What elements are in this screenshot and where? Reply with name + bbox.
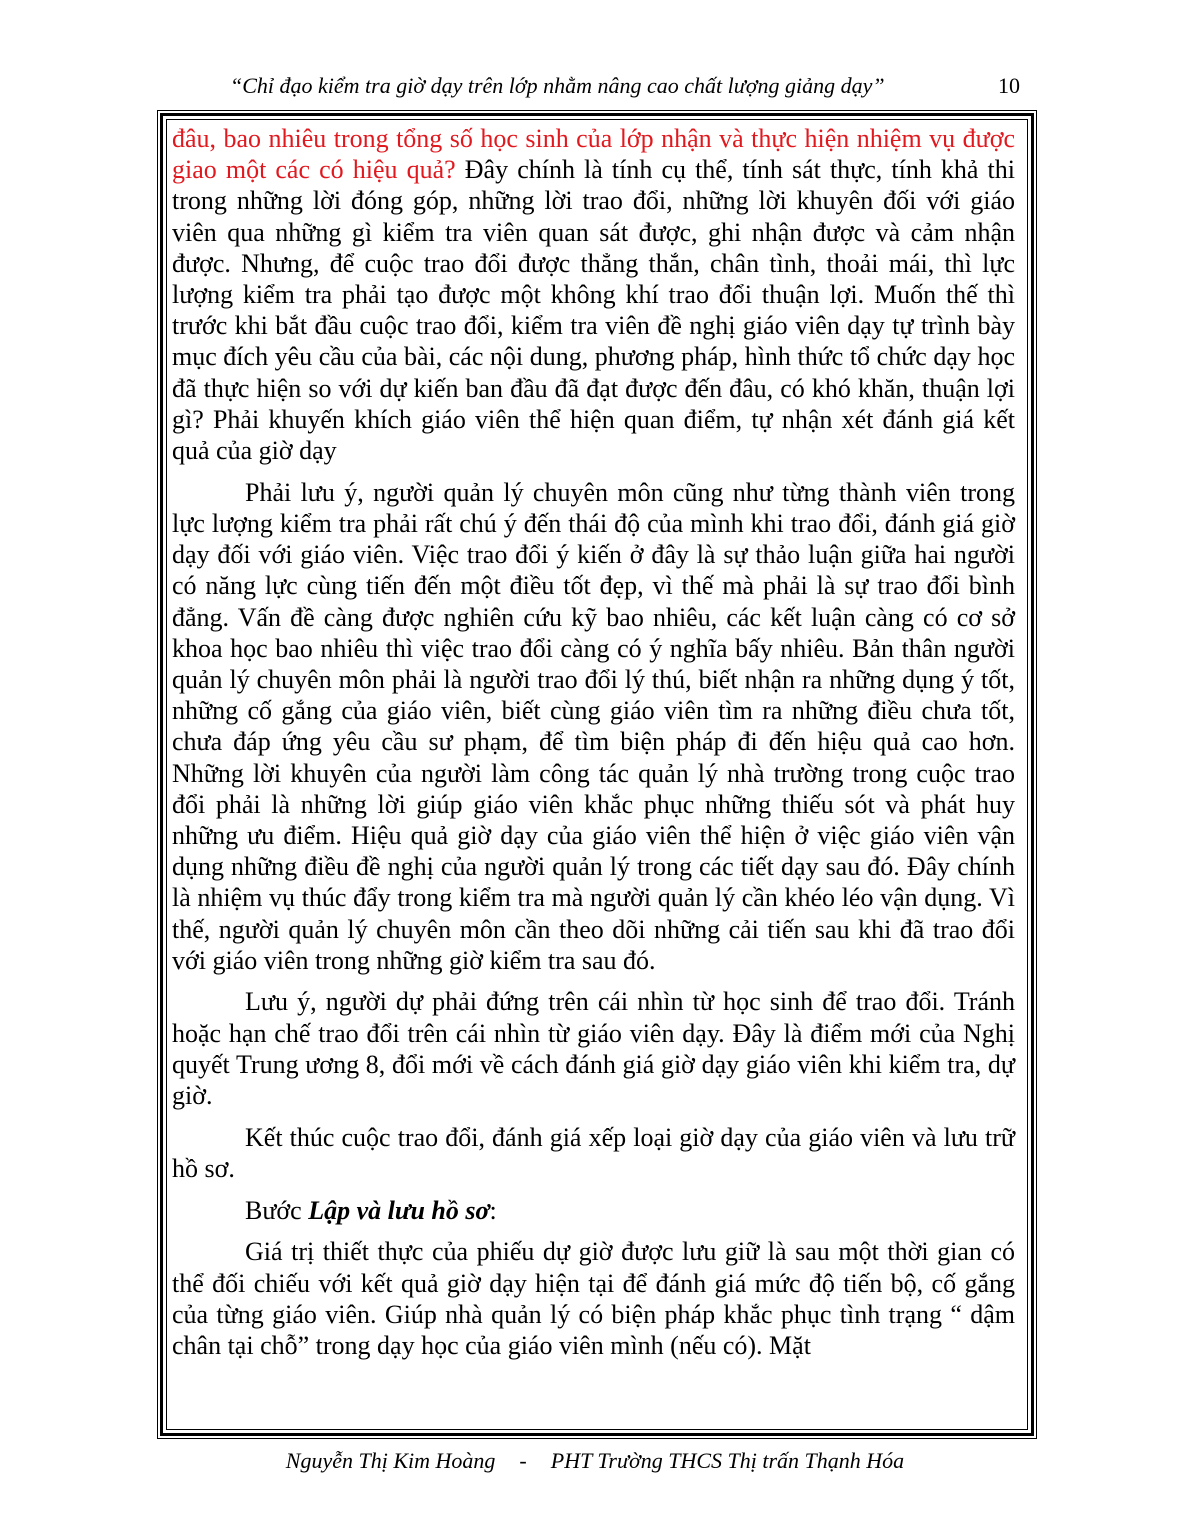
- step-heading: [172, 1195, 1015, 1226]
- document-title: “Chỉ đạo kiểm tra giờ dạy trên lớp nhằm nâng cao chất lượng giảng dạy”: [230, 73, 885, 98]
- highlighted-text: đâu, bao nhiêu trong tổng số học sinh của lớp nhận và thực hiện nhiệm vụ được giao một các có hiệu quả?: [172, 124, 1015, 185]
- paragraph-3: Lưu ý, người dự phải đứng trên cái nhìn từ học sinh để trao đổi. Tránh hoặc hạn chế trao đổi trên cái nhìn từ giáo viên dạy. Đây là điểm mới của Nghị quyết Trung ương 8, đổi mới về cách đánh giá giờ dạy giáo viên khi kiểm tra, dự giờ.: [172, 987, 1015, 1111]
- paragraph-text: Đây chính là tính cụ thể, tính sát thực, tính khả thi trong những lời đóng góp, những lời trao đổi, những lời khuyên đối với giáo viên qua những gì kiểm tra viên quan sát được, ghi nhận được và cảm nhận được. Nhưng, để cuộc trao đổi được thẳng thắn, chân tình, thoải mái, thì lực lượng kiểm tra phải tạo được một không khí trao đổi thuận lợi. Muốn thế thì trước khi bắt đầu cuộc trao đổi, kiểm tra viên đề nghị giáo viên dạy tự trình bày mục đích yêu cầu của bài, các nội dung, phương pháp, hình thức tổ chức dạy học đã thực hiện so với dự kiến ban đầu đã đạt được đến đâu, có khó khăn, thuận lợi gì? Phải khuyến khích giáo viên thể hiện quan điểm, tự nhận xét đánh giá kết quả của giờ dạy: [172, 155, 1016, 466]
- page-header: [190, 70, 1020, 102]
- paragraph-1: [172, 123, 1015, 466]
- page-number: 10: [998, 73, 1020, 98]
- step-prefix: Bước: [245, 1195, 309, 1225]
- step-title: Lập và lưu hồ sơ: [308, 1195, 490, 1225]
- footer-position: PHT Trường THCS Thị trấn Thạnh Hóa: [550, 1448, 905, 1473]
- footer-separator: -: [519, 1448, 527, 1473]
- footer-author: Nguyễn Thị Kim Hoàng: [285, 1448, 496, 1473]
- paragraph-4: Kết thúc cuộc trao đổi, đánh giá xếp loại giờ dạy của giáo viên và lưu trữ hồ sơ.: [172, 1122, 1015, 1183]
- paragraph-2: Phải lưu ý, người quản lý chuyên môn cũng như từng thành viên trong lực lượng kiểm tra phải rất chú ý đến thái độ của mình khi trao đổi, đánh giá giờ dạy đối với giáo viên. Việc trao đổi ý kiến ở đây là sự thảo luận giữa hai người có năng lực cùng tiến đến một điều tốt đẹp, vì thế mà phải là sự trao đổi bình đẳng. Vấn đề càng được nghiên cứu kỹ bao nhiêu, các kết luận càng có cơ sở khoa học bao nhiêu thì việc trao đổi càng có ý nghĩa bấy nhiêu. Bản thân người quản lý chuyên môn phải là người trao đổi lý thú, biết nhận ra những dụng ý tốt, những cố gắng của giáo viên, biết cùng giáo viên tìm ra những điều chưa tốt, chưa đáp ứng yêu cầu sư phạm, để tìm biện pháp đi đến hiệu quả cao hơn. Những lời khuyên của người làm công tác quản lý nhà trường trong cuộc trao đổi phải là những lời giúp giáo viên khắc phục những thiếu sót và phát huy những ưu điểm. Hiệu quả giờ dạy của giáo viên thể hiện ở việc giáo viên vận dụng những điều đề nghị của người quản lý trong các tiết dạy sau đó. Đây chính là nhiệm vụ thúc đẩy trong kiểm tra mà người quản lý cần khéo léo vận dụng. Vì thế, người quản lý chuyên môn cần theo dõi những cải tiến sau khi đã trao đổi với giáo viên trong những giờ kiểm tra sau đó.: [172, 477, 1015, 975]
- paragraph-5: Giá trị thiết thực của phiếu dự giờ được lưu giữ là sau một thời gian có thể đối chiếu với kết quả giờ dạy hiện tại để đánh giá mức độ tiến bộ, cố gắng của từng giáo viên. Giúp nhà quản lý có biện pháp khắc phục tình trạng “ dậm chân tại chỗ” trong dạy học của giáo viên mình (nếu có). Mặt: [172, 1237, 1015, 1361]
- document-body: [172, 123, 1015, 1372]
- step-suffix: :: [489, 1195, 497, 1225]
- page-footer: [0, 1445, 1190, 1477]
